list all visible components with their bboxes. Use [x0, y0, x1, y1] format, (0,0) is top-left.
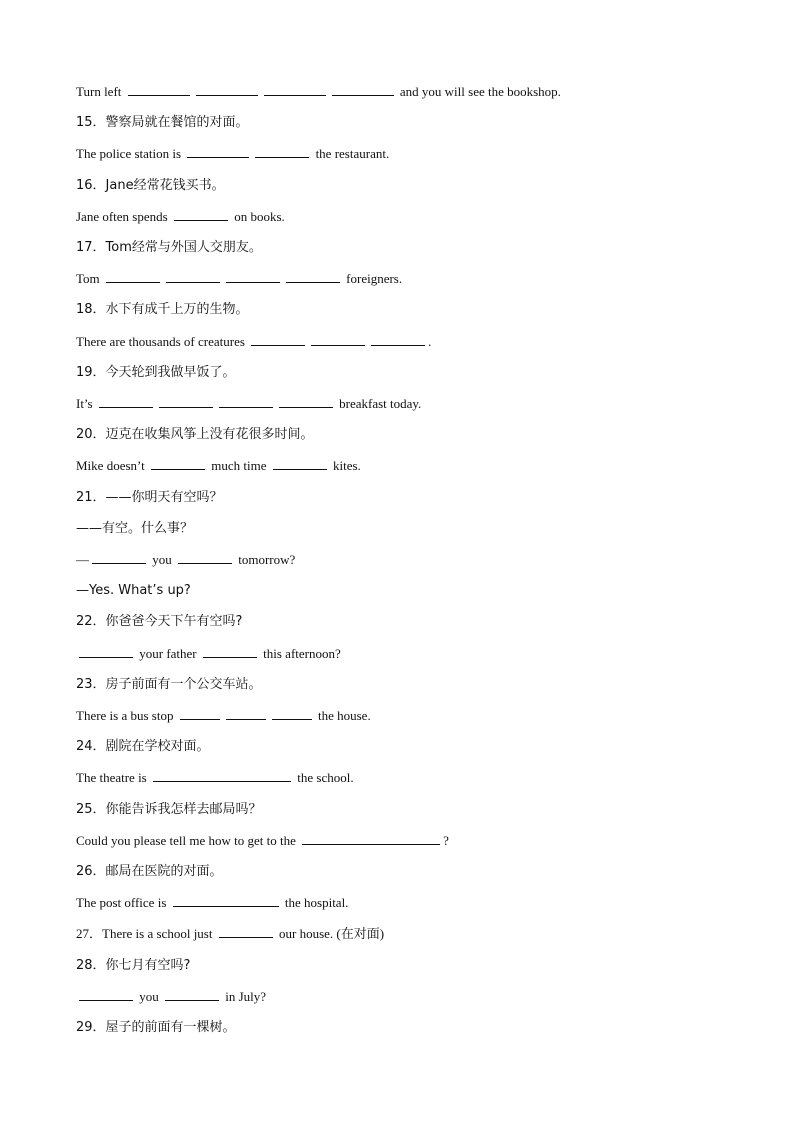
- question-prompt: 28．你七月有空吗?: [76, 957, 191, 973]
- question-prompt: —Yes. What’s up?: [76, 583, 191, 599]
- line-text: on books.: [230, 208, 285, 224]
- line-text: breakfast today.: [335, 396, 422, 411]
- line-text: kites.: [329, 458, 361, 474]
- answer-blank[interactable]: [174, 209, 228, 221]
- line-text: your father: [136, 645, 200, 661]
- answer-line: [76, 146, 389, 162]
- answer-line: [76, 396, 421, 412]
- answer-blank[interactable]: [128, 84, 190, 96]
- answer-line: [76, 770, 354, 786]
- answer-line: [76, 708, 371, 724]
- answer-blank[interactable]: [272, 708, 312, 720]
- question-prompt: 24．剧院在学校对面。: [76, 739, 210, 755]
- question-prompt: 15．警察局就在餐馆的对面。: [76, 115, 249, 131]
- line-text: our house. (在对面): [275, 926, 385, 942]
- line-text: There is a bus stop: [76, 708, 177, 723]
- line-text: There are thousands of creatures: [76, 333, 249, 349]
- answer-line: [76, 895, 348, 911]
- answer-blank[interactable]: [226, 708, 266, 720]
- answer-line: [76, 271, 402, 287]
- question-prompt: 18．水下有成千上万的生物。: [76, 302, 249, 318]
- answer-blank[interactable]: [196, 84, 258, 96]
- question-prompt: 21．——你明天有空吗？: [76, 489, 223, 505]
- question-prompt: ——有空。什么事？: [76, 520, 194, 536]
- question-prompt: 19．今天轮到我做早饭了。: [76, 364, 236, 380]
- answer-blank[interactable]: [159, 396, 213, 408]
- answer-blank[interactable]: [106, 271, 160, 283]
- answer-blank[interactable]: [92, 552, 146, 564]
- line-text: It’s: [76, 396, 96, 411]
- answer-blank[interactable]: [273, 458, 327, 470]
- line-text: Turn left: [76, 84, 125, 99]
- answer-line: [76, 334, 431, 350]
- line-text: the hospital.: [281, 895, 349, 911]
- line-text: foreigners.: [342, 271, 403, 287]
- line-text: the school.: [294, 770, 354, 786]
- question-prompt: 25．你能告诉我怎样去邮局吗？: [76, 801, 262, 817]
- answer-line: [76, 989, 266, 1005]
- question-prompt: 22．你爸爸今天下午有空吗?: [76, 614, 243, 630]
- line-text: you: [136, 988, 162, 1004]
- line-text: Could you please tell me how to get to the: [76, 832, 300, 848]
- answer-blank[interactable]: [178, 552, 232, 564]
- line-text: Jane often spends: [76, 208, 171, 224]
- line-text: The post office is: [76, 895, 170, 911]
- line-text: much time: [207, 458, 270, 474]
- answer-blank[interactable]: [255, 146, 309, 158]
- answer-blank[interactable]: [166, 271, 220, 283]
- answer-blank[interactable]: [279, 396, 333, 408]
- answer-line: [76, 84, 561, 100]
- question-prompt: 20．迈克在收集风筝上没有花很多时间。: [76, 427, 314, 443]
- answer-blank[interactable]: [219, 926, 273, 938]
- question-prompt: 23．房子前面有一个公交车站。: [76, 676, 262, 692]
- answer-blank[interactable]: [187, 146, 249, 158]
- line-text: the restaurant.: [312, 146, 390, 162]
- answer-blank[interactable]: [79, 989, 133, 1001]
- line-text: —: [76, 552, 89, 567]
- line-text: Tom: [76, 271, 103, 287]
- answer-line: [76, 646, 341, 662]
- line-text: The police station is: [76, 146, 185, 162]
- answer-blank[interactable]: [302, 833, 440, 845]
- answer-blank[interactable]: [264, 84, 326, 96]
- question-prompt: 17．Tom经常与外国人交朋友。: [76, 240, 262, 255]
- answer-blank[interactable]: [153, 770, 291, 782]
- line-text: 27．There is a school just: [76, 926, 216, 942]
- answer-blank[interactable]: [151, 458, 205, 470]
- answer-blank[interactable]: [371, 334, 425, 346]
- answer-blank[interactable]: [203, 646, 257, 658]
- answer-blank[interactable]: [332, 84, 394, 96]
- answer-blank[interactable]: [219, 396, 273, 408]
- question-prompt: 29．屋子的前面有一棵树。: [76, 1020, 236, 1035]
- line-text: and you will see the bookshop.: [396, 84, 561, 99]
- line-text: ?: [443, 832, 449, 848]
- question-prompt: 16．Jane经常花钱买书。: [76, 177, 225, 193]
- line-text: Mike doesn’t: [76, 458, 148, 474]
- answer-line: [76, 926, 384, 942]
- line-text: you: [149, 552, 175, 567]
- answer-line: [76, 552, 295, 568]
- answer-blank[interactable]: [180, 708, 220, 720]
- answer-blank[interactable]: [165, 989, 219, 1001]
- answer-blank[interactable]: [99, 396, 153, 408]
- answer-blank[interactable]: [79, 646, 133, 658]
- line-text: tomorrow?: [235, 552, 296, 567]
- line-text: The theatre is: [76, 770, 150, 786]
- line-text: .: [428, 333, 432, 349]
- answer-blank[interactable]: [286, 271, 340, 283]
- answer-blank[interactable]: [251, 334, 305, 346]
- answer-line: [76, 833, 449, 849]
- answer-line: [76, 209, 285, 225]
- answer-blank[interactable]: [226, 271, 280, 283]
- line-text: this afternoon?: [259, 645, 341, 661]
- line-text: the house.: [314, 708, 371, 723]
- answer-blank[interactable]: [311, 334, 365, 346]
- question-prompt: 26．邮局在医院的对面。: [76, 864, 223, 879]
- answer-line: [76, 458, 361, 474]
- line-text: in July?: [222, 988, 267, 1004]
- answer-blank[interactable]: [173, 895, 279, 907]
